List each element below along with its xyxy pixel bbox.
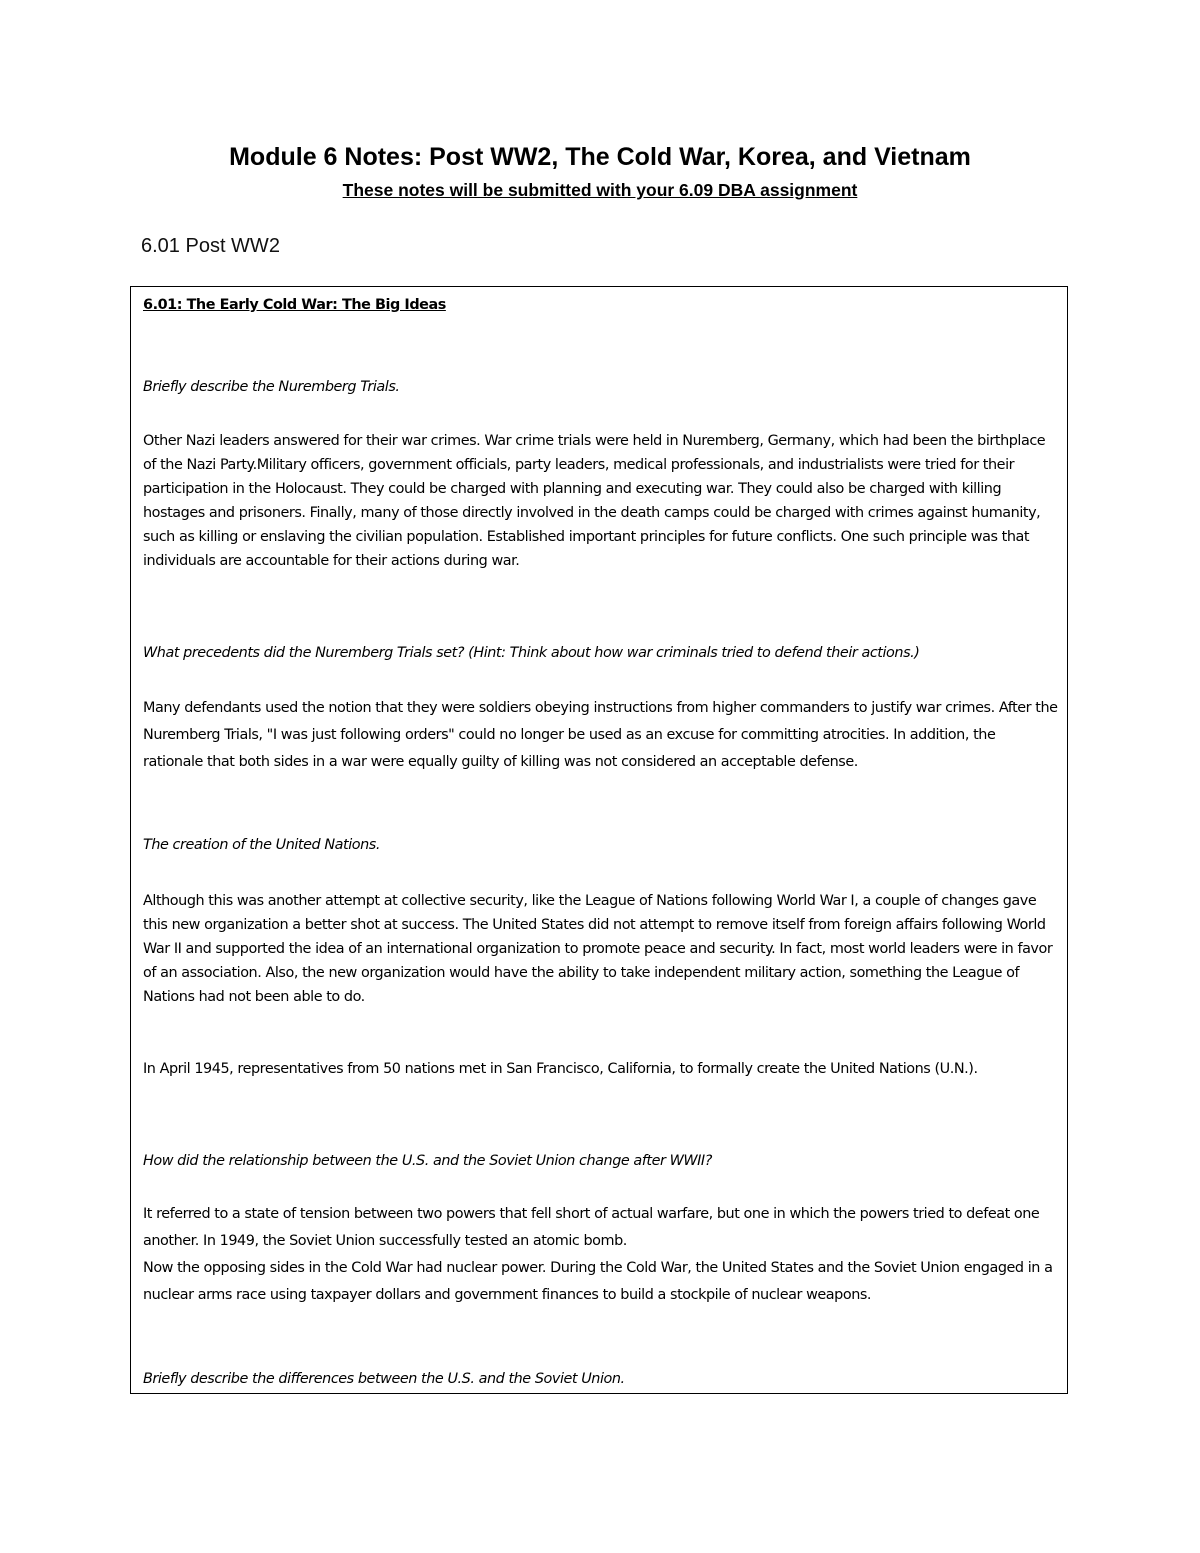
section-heading: 6.01 Post WW2 [141, 235, 280, 257]
notes-box-heading: 6.01: The Early Cold War: The Big Ideas [143, 297, 446, 313]
answer-us-soviet-relationship: It referred to a state of tension between two powers that fell short of actual warfare, but one in which the powers tried to defeat one another. In 1949, the Soviet Union successfully tested an atomic bomb. [143, 1206, 1040, 1249]
document-subtitle: These notes will be submitted with your 6.09 DBA assignment [342, 180, 858, 200]
answer-united-nations: Although this was another attempt at collective security, like the League of Nations following World War I, a couple of changes gave this new organization a better shot at success. The United States did not attempt to remove itself from foreign affairs following World War II and supported the idea of an international organization to promote peace and security. In fact, most world leaders were in favor of an association. Also, the new organization would have the ability to take independent military action, something the League of Nations had not been able to do. [143, 893, 1053, 1005]
answer-nuremberg-trials: Other Nazi leaders answered for their war crimes. War crime trials were held in Nuremberg, Germany, which had been the birthplace of the Nazi Party.Military officers, government officials, party leaders, medical professionals, and industrialists were tried for their participation in the Holocaust. They could be charged with planning and executing war. They could also be charged with killing hostages and prisoners. Finally, many of those directly involved in the death camps could be charged with crimes against humanity, such as killing or enslaving the civilian population. Established important principles for future conflicts. One such principle was that individuals are accountable for their actions during war. [143, 433, 1046, 569]
question-us-soviet-differences: Briefly describe the differences between the U.S. and the Soviet Union. [143, 1371, 625, 1387]
answer-nuremberg-precedents: Many defendants used the notion that they were soldiers obeying instructions from higher commanders to justify war crimes. After the Nuremberg Trials, "I was just following orders" could no longer be used as an excuse for committing atrocities. In addition, the rationale that both sides in a war were equally guilty of killing was not considered an acceptable defense. [143, 700, 1058, 770]
answer-nuclear-arms-race: Now the opposing sides in the Cold War had nuclear power. During the Cold War, the United States and the Soviet Union engaged in a nuclear arms race using taxpayer dollars and government finances to build a stockpile of nuclear weapons. [143, 1260, 1053, 1303]
question-united-nations: The creation of the United Nations. [143, 837, 380, 853]
document-title: Module 6 Notes: Post WW2, The Cold War, Korea, and Vietnam [229, 143, 971, 171]
question-nuremberg-trials: Briefly describe the Nuremberg Trials. [143, 379, 400, 395]
answer-united-nations-founding: In April 1945, representatives from 50 nations met in San Francisco, California, to formally create the United Nations (U.N.). [143, 1061, 978, 1077]
question-nuremberg-precedents: What precedents did the Nuremberg Trials set? (Hint: Think about how war criminals tried to defend their actions.) [143, 645, 920, 661]
question-us-soviet-relationship: How did the relationship between the U.S. and the Soviet Union change after WWII? [143, 1153, 712, 1169]
notes-box [130, 286, 1068, 1394]
